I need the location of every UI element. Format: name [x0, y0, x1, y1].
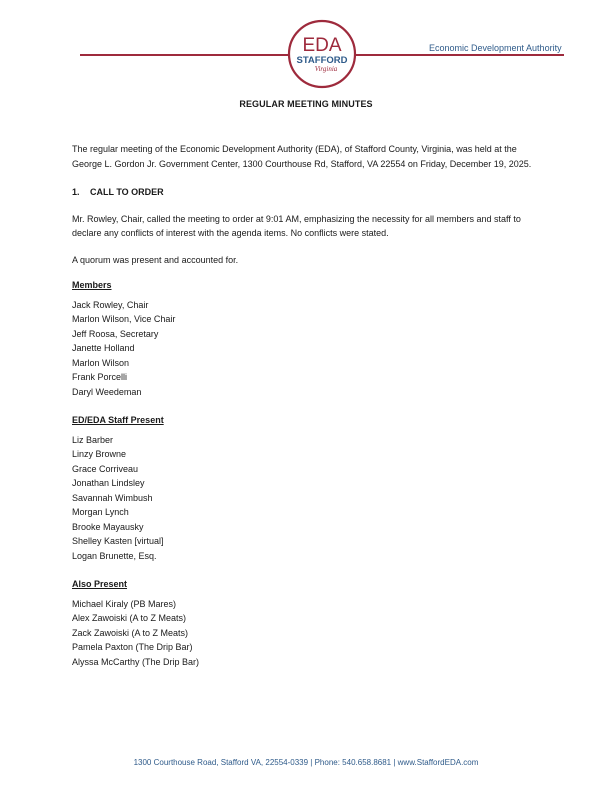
- list-item: Brooke Mayausky: [72, 521, 144, 532]
- list-item: Morgan Lynch: [72, 507, 129, 517]
- list-item: Jack Rowley, Chair: [72, 299, 149, 310]
- list-item: Frank Porcelli: [72, 372, 128, 382]
- staff-list: [72, 433, 542, 564]
- list-item: Jonathan Lindsley: [72, 478, 145, 488]
- quorum-statement: A quorum was present and accounted for.: [72, 254, 239, 265]
- logo-stafford-text: STAFFORD: [296, 55, 348, 66]
- page-footer: 1300 Courthouse Road, Stafford VA, 22554-0339 | Phone: 540.658.8681 | www.StaffordEDA.com: [133, 758, 479, 767]
- list-item: Janette Holland: [72, 343, 135, 353]
- list-item: Grace Corriveau: [72, 463, 139, 474]
- staff-heading: ED/EDA Staff Present: [72, 415, 164, 425]
- section-title: CALL TO ORDER: [90, 187, 164, 197]
- members-list: [72, 298, 542, 400]
- list-item: Pamela Paxton (The Drip Bar): [72, 642, 193, 652]
- list-item: Savannah Wimbush: [72, 492, 153, 503]
- members-heading: Members: [72, 280, 112, 290]
- call-to-order-paragraph: Mr. Rowley, Chair, called the meeting to order at 9:01 AM, emphasizing the necessity for all members and staff to declare any conflicts of interest with the agenda items. No conflicts were stated.: [72, 213, 521, 238]
- list-item: Jeff Roosa, Secretary: [72, 328, 159, 339]
- section-number: 1.: [72, 187, 80, 197]
- authority-name: Economic Development Authority: [429, 43, 562, 53]
- list-item: Logan Brunette, Esq.: [72, 550, 157, 561]
- list-item: Alyssa McCarthy (The Drip Bar): [72, 656, 200, 667]
- section-call-to-order-heading: [72, 185, 542, 200]
- list-item: Daryl Weedeman: [72, 386, 142, 397]
- logo-virginia-text: Virginia: [314, 65, 338, 73]
- list-item: Marlon Wilson: [72, 357, 130, 368]
- intro-paragraph: The regular meeting of the Economic Development Authority (EDA), of Stafford County, Virginia, was held at the George L. Gordon Jr. Government Center, 1300 Courthouse Rd, Stafford, VA 22554 on Friday, December 19, 2025.: [72, 144, 532, 169]
- eda-logo: [286, 18, 358, 90]
- also-present-list: [72, 597, 542, 670]
- list-item: Liz Barber: [72, 434, 114, 445]
- list-item: Marlon Wilson, Vice Chair: [72, 314, 176, 324]
- list-item: Alex Zawoiski (A to Z Meats): [72, 613, 187, 623]
- list-item: Michael Kiraly (PB Mares): [72, 598, 177, 609]
- minutes-body: [72, 142, 542, 683]
- list-item: Shelley Kasten [virtual]: [72, 536, 164, 546]
- logo-eda-text: EDA: [302, 35, 342, 56]
- document-title: REGULAR MEETING MINUTES: [239, 99, 373, 109]
- list-item: Linzy Browne: [72, 449, 127, 459]
- also-present-heading: Also Present: [72, 579, 128, 589]
- list-item: Zack Zawoiski (A to Z Meats): [72, 627, 189, 638]
